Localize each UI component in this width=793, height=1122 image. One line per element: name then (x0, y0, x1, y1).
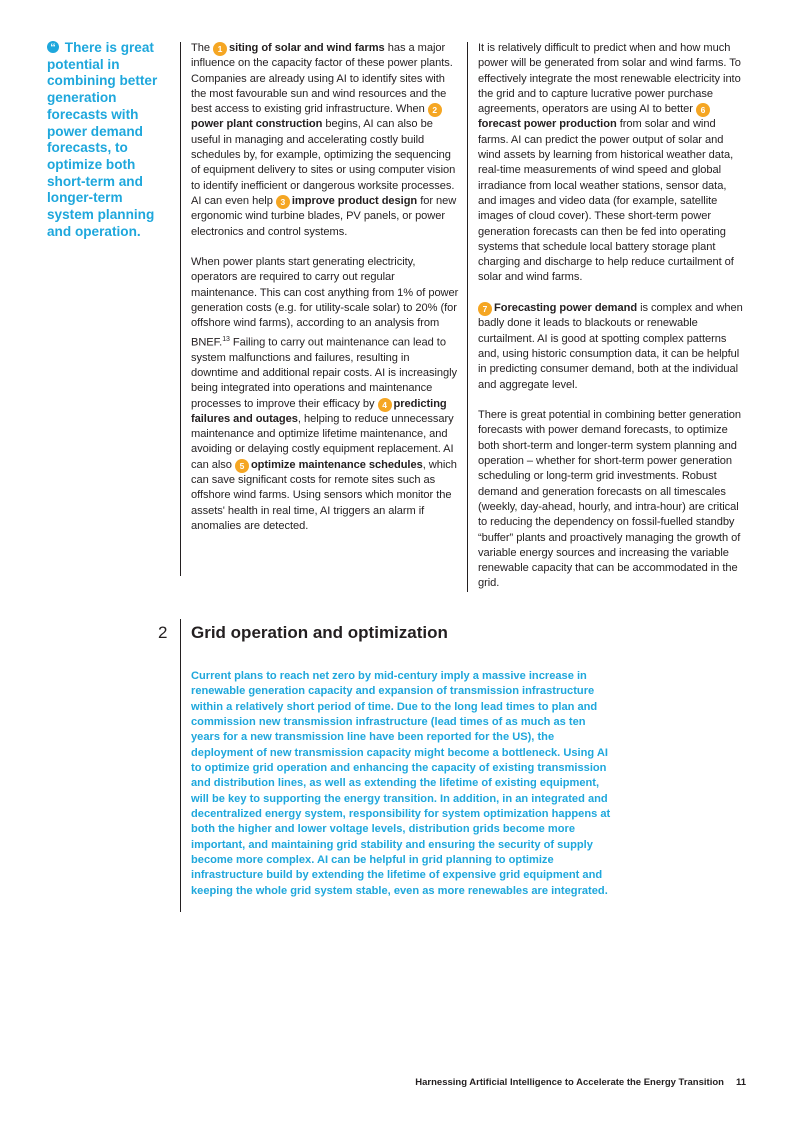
number-badge: 7 (478, 302, 492, 316)
highlight: optimize maintenance schedules (250, 458, 423, 471)
paragraph: There is great potential in combining better generation forecasts with power demand forecasts, to optimize both short-term and longer-term system planning and operation – whether for short-term power generation scheduling or long-term grid investments. Robust demand and generation forecasts on all timescales (weekly, day-ahead, hourly, and intra-hour) are critical to reducing the dependency on fossil-fuelled standby “buffer” plants and proactively managing the growth of variable energy sources and increasing the variable renewable capacity that can be accommodated in the grid. (478, 409, 742, 590)
section-number: 2 (158, 623, 168, 642)
highlight: siting of solar and wind farms (229, 42, 385, 54)
column-right (478, 41, 746, 607)
text: from solar and wind farms. AI can predict the power output of solar and wind assets by learning from historical weather data, real-time measurements of wind speed and global irradiance from local weather stations, sensor data, and images and video data (for example, satellite images of cloud cover). These short-term power generation forecasts can then be fed into operating systems that schedule local battery storage plant charging and discharge to help reduce curtailment of solar and wind farms. (478, 118, 734, 284)
paragraph (191, 41, 459, 240)
text: It is relatively difficult to predict when and how much power will be generated from solar and wind farms. To effectively integrate the most renewable electricity into the grid and to capture lucrative power purchase agreements, operators are using AI to better (478, 42, 741, 116)
highlight: power plant construction (191, 118, 323, 131)
pull-quote (47, 40, 173, 240)
number-badge: 4 (378, 398, 392, 412)
divider-line (180, 619, 181, 912)
number-badge: 3 (276, 195, 290, 209)
text: is complex and when badly done it leads to blackouts or renewable curtailment. AI is good at spotting complex patterns and, using historic consumption data, it can be helpful in predicting consumer demand, both at the individual and aggregate level. (478, 302, 743, 391)
highlight: predicting failures and outages (191, 397, 447, 425)
divider-line (467, 42, 468, 592)
pull-quote-text: There is great potential in combining better generation forecasts with power demand forecasts, to optimize both short-term and longer-term system planning and operation. (47, 40, 158, 239)
text: begins, AI can also be useful in managing and accelerating costly build schedules by, for example, optimizing the sequencing of equipment delivery to sites or using computer vision to identify inefficient or dangerous worksite processes. AI can even help (191, 118, 456, 207)
footnote-ref: 13 (222, 335, 230, 343)
number-badge: 2 (428, 103, 442, 117)
footer (415, 1077, 746, 1089)
section-title: Grid operation and optimization (191, 623, 448, 642)
section-intro: Current plans to reach net zero by mid-century imply a massive increase in renewable generation capacity and expansion of transmission infrastructure within a relatively short period of time. Due to the long lead times to plan and commission new transmission infrastructure (lead times of as much as ten years for a new transmission line have been reported for the US), the deployment of new transmission capacity might become a bottleneck. Using AI to optimize grid operation and enhancing the capacity of existing transmission and distribution lines, as well as extending the lifetime of existing equipment, will be key to supporting the energy transition. In addition, in an integrated and decentralized energy system, responsibility for system optimization happens at both the higher and lower voltage levels, distribution grids become more important, and maintaining grid stability and ensuring the security of supply become more complex. AI can be helpful in grid planning to optimize infrastructure build by extending the lifetime of expensive grid equipment and keeping the whole grid system stable, even as more renewables are integrated. (191, 670, 611, 897)
page-number: 11 (735, 1077, 746, 1088)
text: , helping to reduce unnecessary maintenance and optimize lifetime maintenance, and avoiding or delaying costly equipment replacement. AI can also (191, 412, 454, 471)
highlight: improve product design (291, 194, 418, 207)
quote-icon: “ (47, 41, 59, 53)
highlight: Forecasting power demand (494, 302, 638, 315)
number-badge: 6 (696, 103, 710, 117)
divider-line (180, 42, 181, 576)
column-left (191, 41, 459, 549)
highlight: forecast power production (478, 118, 617, 131)
paragraph (478, 41, 746, 286)
number-badge: 5 (235, 459, 249, 473)
footer-title: Harnessing Artificial Intelligence to Accelerate the Energy Transition (415, 1077, 724, 1088)
text: When power plants start generating electricity, operators are required to carry out regular maintenance. This can cost anything from 1% of power generation costs (e.g. for utility-scale solar) to 20% (for offshore wind farms), according to an analysis from BNEF. (191, 256, 459, 349)
text: has a major influence on the capacity factor of these power plants. Companies are already using AI to identify sites with the most favourable sun and wind resources and the best access to existing grid infrastructure. When (191, 42, 453, 116)
text: Failing to carry out maintenance can lead to system malfunctions and failures, resulting in downtime and additional repair costs. AI is increasingly being integrated into operations and maintenance processes to improve their efficacy by (191, 336, 458, 410)
text: , which can save significant costs for remote sites such as offshore wind farms. Using sensors which monitor the assets' health in real time, AI triggers an alarm if anomalies are detected. (191, 458, 457, 532)
number-badge: 1 (213, 42, 227, 56)
paragraph (478, 301, 746, 393)
text: for new ergonomic wind turbine blades, PV panels, or power electronics and control systems. (191, 194, 457, 238)
text: The (191, 42, 213, 54)
paragraph (191, 255, 459, 534)
